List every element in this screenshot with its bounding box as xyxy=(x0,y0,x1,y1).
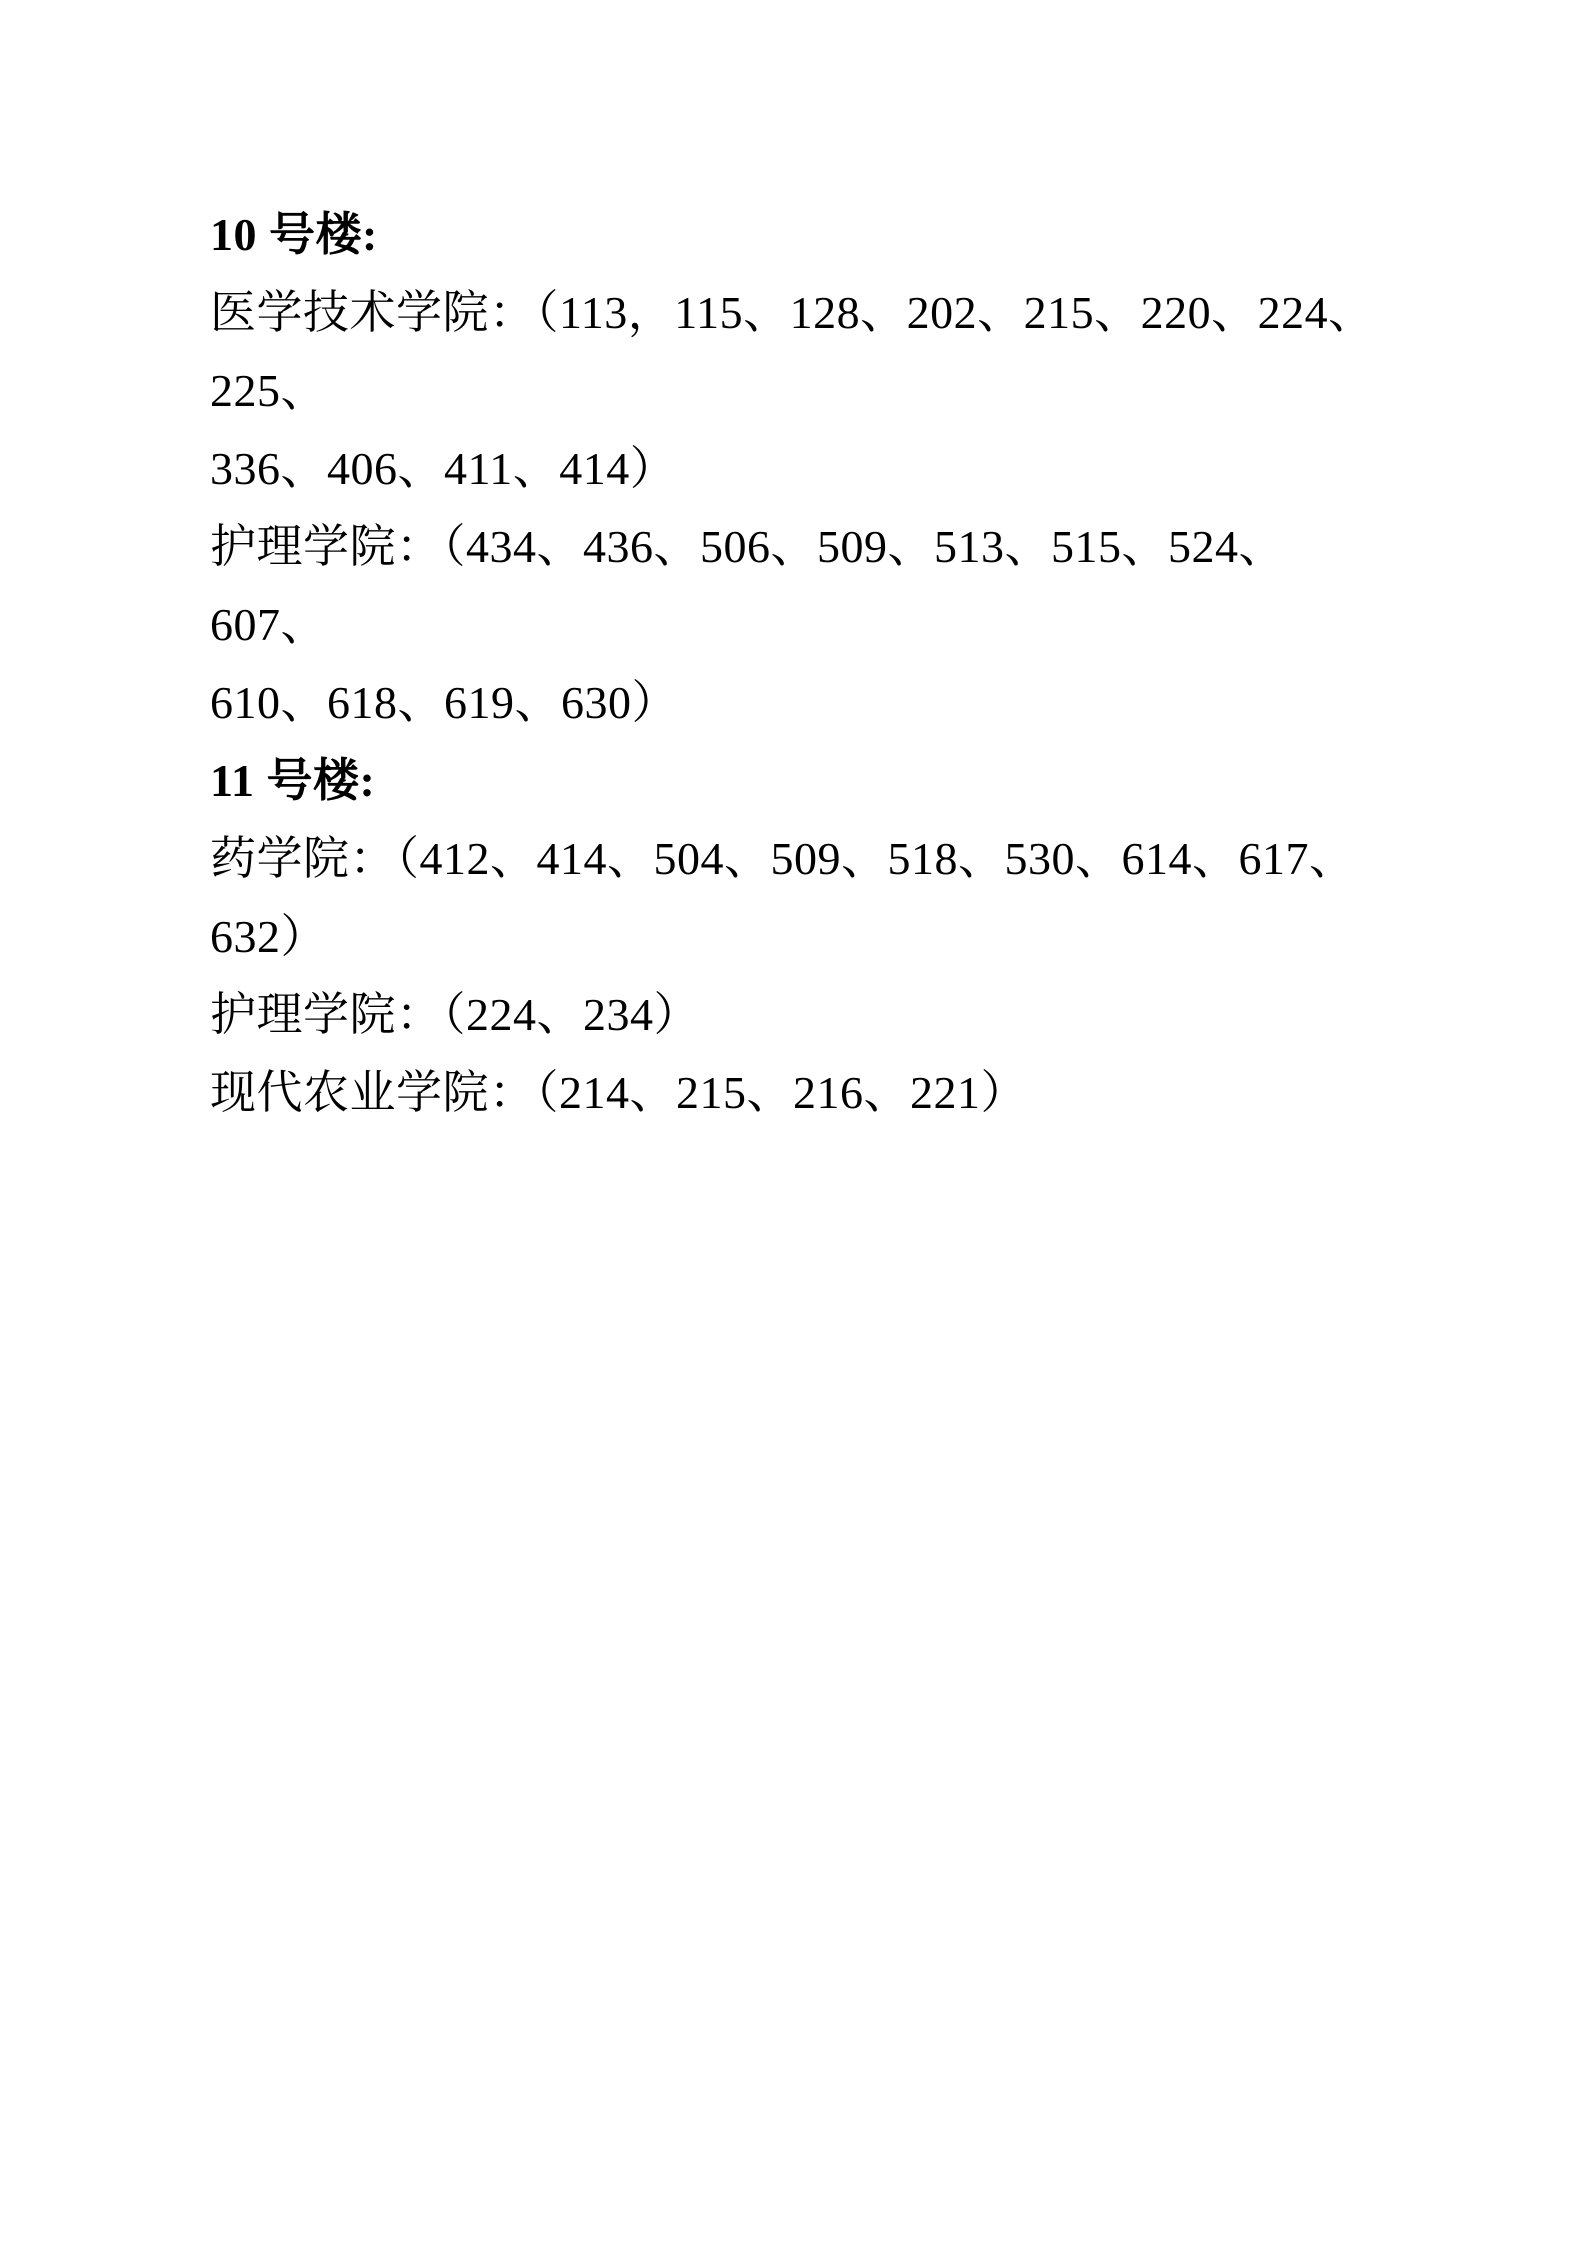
line-nursing-college-building11-rooms: 护理学院：（224、234） xyxy=(210,989,700,1040)
line-medical-tech-college-rooms-1: 医学技术学院：（113，115、128、202、215、220、224、225、 xyxy=(210,287,1375,416)
line-nursing-college-rooms-2: 610、618、619、630） xyxy=(210,677,678,728)
line-pharmacy-college-rooms: 药学院：（412、414、504、509、518、530、614、617、632） xyxy=(210,833,1356,962)
line-nursing-college-rooms-1: 护理学院：（434、436、506、509、513、515、524、607、 xyxy=(210,521,1285,650)
heading-building-11: 11 号楼: xyxy=(210,755,376,806)
line-medical-tech-college-rooms-2: 336、406、411、414） xyxy=(210,443,677,494)
heading-building-10: 10 号楼: xyxy=(210,209,378,260)
document-content xyxy=(210,196,1390,1132)
line-modern-agriculture-college-rooms: 现代农业学院：（214、215、216、221） xyxy=(210,1067,1027,1118)
